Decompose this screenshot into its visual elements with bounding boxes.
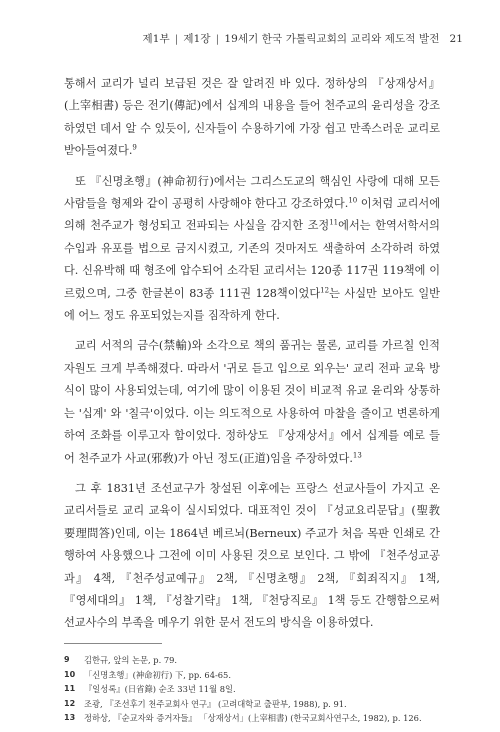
footnote-ref-11: 11 xyxy=(329,218,339,227)
footnote-12: 12 조광, 『조선후기 천주교회사 연구』 (고려대학교 출판부, 1988), p. 91. xyxy=(64,698,347,709)
page-number: 21 xyxy=(449,33,463,45)
footnote-ref-13: 13 xyxy=(352,450,362,459)
footnote-ref-9: 9 xyxy=(132,143,137,152)
paragraph-2: 또 『신명초행』(神命初行)에서는 그리스도교의 핵심인 사랑에 대해 모든 사람들을 형제와 같이 공평히 사랑해야 한다고 강조하였다.$^{10}$ 이처럼 교리서에 의해 천주교가 형성되고 전파되는 사실을 감지한 조정$^{11}$에서는 한역서학서의 수입과 유포를 법으로 금지시켰고, 기존의 것마저도 색출하여 소각하려 하였다. 신유박해 때 형조에 압수되어 소각된 교리서는 120종 117권 119책에 이르렀으며, 그중 한글본이 83종 111권 128책이었다$^{12}$는 사실만 보아도 일반에 어느 정도 유포되었는지를 짐작하게 한다. xyxy=(64,174,441,323)
footnote-9: 9 김한규, 앞의 논문, p. 79. xyxy=(64,655,178,665)
header-chapter: 제1장 xyxy=(183,33,211,45)
paragraph-3: 교리 서적의 금수(禁輸)와 소각으로 책의 품귀는 물론, 교리를 가르칠 인적 자원도 크게 부족해졌다. 따라서 '귀로 듣고 입으로 외우는' 교리 전파 교육 방식이 많이 사용되었는데, 여기에 많이 이용된 것이 비교적 유교 윤리와 상통하는 '십계' 와 '칠극'이었다. 이는 의도적으로 사용하여 마찰을 줄이고 변론하게 하여 조화를 이루고자 함이었다. 정하상도 『상재상서』에서 십계를 예로 들어 천주교가 사교(邪敎)가 아닌 정도(正道)임을 주장하였다.$^{13}$ xyxy=(64,339,440,465)
running-header: 제1부 | 제1장 | 19세기 한국 가톨릭교회의 교리와 제도적 발전 21 xyxy=(142,33,463,45)
footnote-11: 11 『일성록』(日省錄) 순조 33년 11월 8일. xyxy=(64,684,236,695)
paragraph-4: 그 후 1831년 조선교구가 창설된 이후에는 프랑스 선교사들이 가지고 온 교리서들로 교리 교육이 실시되었다. 대표적인 것이 『성교요리문답』(聖教要理問答)인데, 이는 1864년 베르뇌(Berneux) 주교가 처음 목판 인쇄로 간행하여 사용했으나 그전에 이미 사용된 것으로 보인다. 그 밖에 『천주성교공과』 4책, 『천주성교예규』 2책, 『신명초행』 2책, 『회죄직지』 1책, 『영세대의』 1책, 『성찰기략』 1책, 『천당직로』 1책 등도 간행함으로써 선교사수의 부족을 메우기 위한 문서 전도의 방식을 이용하였다. xyxy=(64,481,440,630)
body-text xyxy=(64,73,440,635)
footnote-ref-12: 12 xyxy=(320,285,330,294)
footnote-divider xyxy=(64,643,162,644)
paragraph-1: 통해서 교리가 널리 보급된 것은 잘 알려진 바 있다. 정하상의 『상재상서』(上宰相書) 등은 전기(傳記)에서 십계의 내용을 들어 천주교의 윤리성을 강조하였던 데서 알 수 있듯이, 신자들이 수용하기에 가장 쉽고 만족스러운 교리로 받아들여졌다.$^9$ xyxy=(64,77,440,158)
footnote-13: 13 정하상, 『순교자와 증거자들』 「상재상서」(上宰相書) (한국교회사연구소, 1982), p. 126. xyxy=(64,713,422,724)
header-part: 제1부 xyxy=(142,33,170,45)
footnote-ref-10: 10 xyxy=(348,196,358,205)
footnotes xyxy=(64,653,440,726)
header-title: 19세기 한국 가톨릭교회의 교리와 제도적 발전 xyxy=(224,33,440,45)
footnote-10: 10 「신명초행」(神命初行) 下, pp. 64-65. xyxy=(64,669,231,680)
